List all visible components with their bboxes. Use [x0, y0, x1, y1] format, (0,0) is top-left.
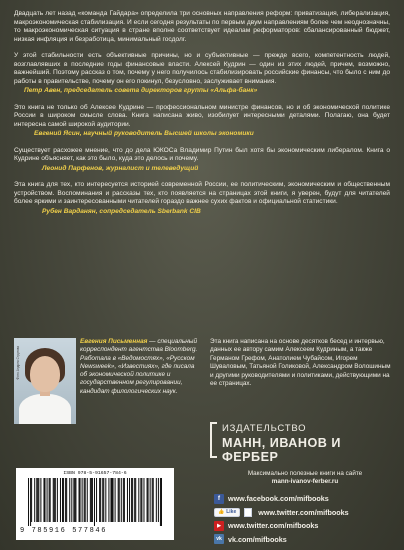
- barcode-bar: [73, 478, 74, 522]
- barcode-bar: [31, 478, 32, 522]
- barcode-bar: [49, 478, 50, 522]
- quote-parfenov: [14, 147, 390, 174]
- barcode-bar: [124, 478, 125, 522]
- quote-text: У этой стабильности есть объективные причины, но и субъективные — прежде всего, компетентность людей, возглавлявших в последние годы финансовые власти. Алексей Кудрин — один из этих людей, причем, возможно, важнейший. Поэтому рассказ о том, почему у него получилось стабилизировать российские финансы, что было с ним до работы в правительстве, почему он его покинул, безусловно, заслуживает внимания.: [14, 52, 390, 85]
- barcode-bar: [57, 478, 58, 522]
- barcode-bar: [129, 478, 130, 522]
- quote-author: Леонид Парфенов, журналист и телеведущий: [42, 164, 199, 172]
- barcode-bar: [84, 478, 85, 522]
- barcode-bar: [158, 478, 159, 522]
- barcode-bar: [141, 478, 142, 522]
- publisher-label: ИЗДАТЕЛЬСТВО: [222, 423, 307, 434]
- barcode-bar: [100, 478, 101, 522]
- barcode-bar: [36, 478, 37, 522]
- publisher-name: МАНН, ИВАНОВ И ФЕРБЕР: [222, 436, 341, 464]
- author-name: Евгения Письменная: [80, 338, 148, 345]
- barcode-bar: [147, 478, 148, 522]
- quote-author: Петр Авен, председатель совета директоров группы «Альфа-банк»: [24, 87, 258, 94]
- barcode-bar: [135, 478, 136, 522]
- site-text: Максимально полезные книги на сайте: [247, 470, 363, 477]
- barcode-bar: [82, 478, 83, 522]
- barcode-bar: [156, 478, 157, 522]
- like-count: [244, 508, 252, 517]
- barcode-bar: [30, 478, 31, 526]
- barcode-bar: [91, 478, 92, 522]
- about-book: Эта книга написана на основе десятков бесед и интервью, данных ее автору самим Алексеем Кудриным, а также Германом Грефом, Анатолием Чубайсом, Игорем Шуваловым, Татьяной Голиковой, Александром Волошиным и другими руководителями и политиками, действующими на ее страницах.: [210, 338, 391, 388]
- barcode-bar: [85, 478, 86, 522]
- barcode-bar: [123, 478, 124, 522]
- barcode-bar: [143, 478, 144, 522]
- barcode-bar: [79, 478, 80, 522]
- barcode-bar: [75, 478, 76, 522]
- social-row-like[interactable]: [214, 506, 392, 520]
- quote-author: Евгений Ясин, научный руководитель Высшей школы экономики: [34, 130, 254, 137]
- barcode-bar: [118, 478, 119, 522]
- barcode-bar: [87, 478, 88, 522]
- barcode-bar: [90, 478, 91, 522]
- barcode-bar: [121, 478, 122, 522]
- barcode-bar: [132, 478, 133, 522]
- quote-text: Существует расхожее мнение, что до дела ЮКОСа Владимир Путин был хотя бы экономическим либералом. Книга о Кудрине объясняет, как это было, куда это делось и почему.: [14, 146, 390, 162]
- quote-text: Это книга не только об Алексее Кудрине — профессиональном министре финансов, но и об экономической политике России в широком смысле слова. Книга написана живо, изобилует интересными деталями. Полагаю, она будет интересна самой широкой аудитории.: [14, 103, 390, 128]
- youtube-link[interactable]: www.twitter.com/mifbooks: [228, 521, 319, 531]
- publisher-bracket: [210, 422, 217, 458]
- barcode: [16, 468, 174, 540]
- youtube-icon: ▶: [214, 521, 224, 531]
- barcode-bar: [43, 478, 44, 522]
- barcode-bar: [69, 478, 70, 522]
- photo-shirt: [19, 394, 71, 424]
- isbn-number: ISBN 978-5-91657-784-6: [63, 471, 127, 476]
- barcode-bar: [50, 478, 51, 522]
- quote-vardanyan: [14, 181, 390, 216]
- barcode-bar: [113, 478, 114, 522]
- barcode-bar: [37, 478, 38, 522]
- barcode-bar: [60, 478, 61, 522]
- barcode-bar: [119, 478, 120, 522]
- site-link[interactable]: mann-ivanov-ferber.ru: [271, 478, 339, 486]
- vk-link[interactable]: vk.com/mifbooks: [228, 534, 287, 544]
- barcode-bar: [138, 478, 139, 522]
- barcode-bar: [134, 478, 135, 522]
- author-photo: [14, 338, 76, 424]
- barcode-bar: [150, 478, 151, 522]
- barcode-bar: [44, 478, 45, 522]
- barcode-bar: [161, 478, 162, 526]
- twitter-link[interactable]: www.twitter.com/mifbooks: [258, 507, 349, 517]
- barcode-bar: [152, 478, 153, 522]
- barcode-bar: [153, 478, 154, 522]
- barcode-bar: [148, 478, 149, 522]
- barcode-bar: [103, 478, 104, 522]
- barcode-bar: [110, 478, 111, 522]
- barcode-bar: [140, 478, 141, 522]
- barcode-bar: [71, 478, 72, 522]
- barcode-bar: [55, 478, 56, 522]
- barcode-bar: [127, 478, 128, 522]
- barcode-bar: [99, 478, 100, 522]
- barcode-bar: [28, 478, 29, 526]
- quote-yasin: [14, 104, 390, 139]
- quote-text: Эта книга для тех, кто интересуется историей современной России, ее политическим, экономическим и общественным устройством. Воспоминания и рассказы тех, кто появляется на страницах этой книги, я уверен, будут для читателей более яркими и заинтересованными читателей гораздо важнее сухих фактов и официальной статистики.: [14, 181, 390, 205]
- publisher-logo: [210, 420, 392, 474]
- barcode-bar: [40, 478, 41, 522]
- barcode-bar: [92, 478, 93, 522]
- barcode-bar: [80, 478, 81, 522]
- quotes-section: [14, 10, 390, 224]
- author-bio-text: — специальный корреспондент агентства Bloomberg. Работала в «Ведомостях», «Русском Newsweek», «Известиях», где писала об экономической политике и государственном регулировании, кандидат филологических наук.: [80, 338, 198, 395]
- barcode-bar: [96, 478, 97, 522]
- social-row-facebook[interactable]: [214, 492, 392, 506]
- facebook-link[interactable]: www.facebook.com/mifbooks: [228, 494, 329, 504]
- like-label: Like: [226, 509, 237, 516]
- barcode-bar: [38, 478, 39, 522]
- barcode-bar: [131, 478, 132, 522]
- barcode-bar: [105, 478, 106, 522]
- social-links: [214, 492, 392, 546]
- vk-icon: vk: [214, 534, 224, 544]
- barcode-bar: [160, 478, 161, 526]
- barcode-bar: [47, 478, 48, 522]
- publisher-site: [218, 470, 392, 486]
- quote-text: Двадцать лет назад «команда Гайдара» определила три основных направления реформ: приватизация, либерализация, макроэкономическая стабилизация. И если сегодня результаты по первым двум направлениям более чем неоднозначны, то макроэкономическая ситуация в стране вполне соответствует идеалам реформаторов: сбалансированный бюджет, низкая инфляция и безработица, минимальный госдолг.: [14, 10, 390, 43]
- barcode-bar: [111, 478, 112, 522]
- barcode-digits: 9 785916 577846: [20, 527, 108, 535]
- barcode-bar: [53, 478, 54, 522]
- barcode-bar: [115, 478, 116, 522]
- social-row-vk[interactable]: [214, 533, 392, 547]
- social-row-youtube[interactable]: [214, 519, 392, 533]
- barcode-bar: [108, 478, 109, 522]
- facebook-icon: f: [214, 494, 224, 504]
- like-button[interactable]: [214, 508, 240, 517]
- photo-credit: Фото Андрея Стругова: [16, 346, 20, 380]
- barcode-bar: [62, 478, 63, 522]
- barcode-bar: [74, 478, 75, 522]
- barcode-bar: [63, 478, 64, 522]
- intro-paragraph: [14, 10, 390, 44]
- quote-author: Рубен Варданян, сопредседатель Sberbank CIB: [42, 207, 201, 215]
- barcode-bar: [102, 478, 103, 522]
- like-icon: 👍: [218, 509, 225, 516]
- author-bio: [80, 338, 200, 396]
- barcode-bar: [34, 478, 35, 522]
- barcode-bar: [65, 478, 66, 522]
- photo-face: [30, 356, 60, 392]
- barcode-bar: [66, 478, 67, 522]
- quote-aven: [14, 52, 390, 96]
- barcode-bar: [94, 478, 95, 526]
- barcode-bar: [54, 478, 55, 522]
- barcode-bars: [28, 478, 162, 526]
